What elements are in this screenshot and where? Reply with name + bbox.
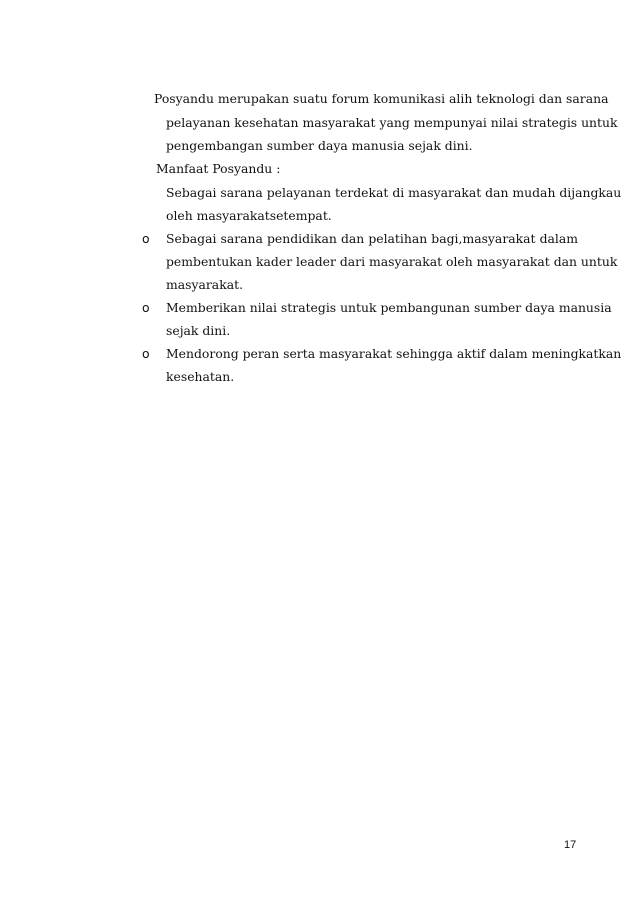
benefit-3-line-2: sejak dini. bbox=[166, 323, 231, 338]
benefit-4-line-2: kesehatan. bbox=[166, 369, 235, 384]
page-number: 17 bbox=[564, 839, 577, 851]
benefit-2-line-1: Sebagai sarana pendidikan dan pelatihan bagi,masyarakat dalam bbox=[166, 231, 578, 246]
benefit-2-line-2: pembentukan kader leader dari masyarakat oleh masyarakat dan untuk bbox=[166, 254, 618, 269]
intro-line-2: pelayanan kesehatan masyarakat yang mempunyai nilai strategis untuk bbox=[166, 115, 618, 130]
benefits-heading: Manfaat Posyandu : bbox=[156, 161, 281, 176]
benefit-1-line-2: oleh masyarakatsetempat. bbox=[166, 208, 332, 223]
benefit-2-bullet: o bbox=[142, 231, 150, 246]
intro-line-1: Posyandu merupakan suatu forum komunikasi alih teknologi dan sarana bbox=[154, 91, 609, 106]
benefit-1-line-1: Sebagai sarana pelayanan terdekat di masyarakat dan mudah dijangkau bbox=[166, 185, 622, 200]
benefit-4-bullet: o bbox=[142, 346, 150, 361]
intro-line-3: pengembangan sumber daya manusia sejak dini. bbox=[166, 138, 473, 153]
benefit-3-bullet: o bbox=[142, 300, 150, 315]
benefit-2-line-3: masyarakat. bbox=[166, 277, 244, 292]
benefit-3-line-1: Memberikan nilai strategis untuk pembangunan sumber daya manusia bbox=[166, 300, 612, 315]
benefit-4-line-1: Mendorong peran serta masyarakat sehingga aktif dalam meningkatkan bbox=[166, 346, 622, 361]
